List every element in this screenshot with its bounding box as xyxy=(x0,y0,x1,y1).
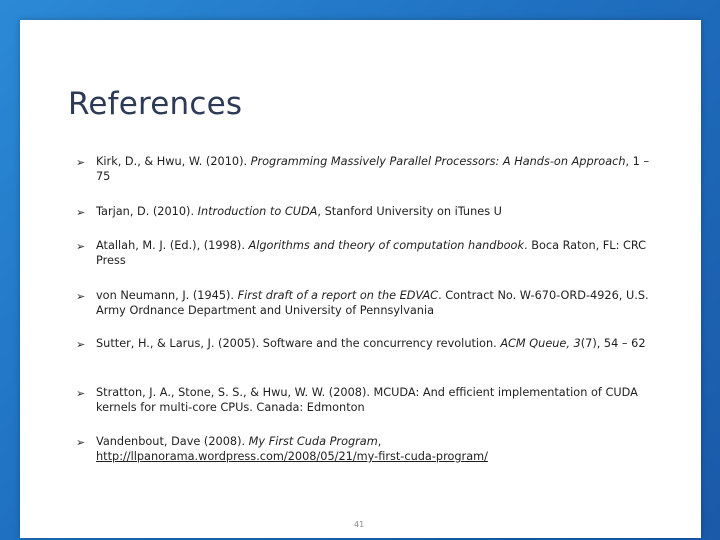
slide xyxy=(20,20,701,538)
reference-item xyxy=(76,288,656,318)
reference-text-end: , xyxy=(377,435,382,448)
arrow-bullet-icon: ➢ xyxy=(76,156,86,169)
reference-item xyxy=(76,238,656,268)
arrow-bullet-icon: ➢ xyxy=(76,290,86,303)
reference-text: Sutter, H., & Larus, J. (2005). Software and the concurrency revolution. xyxy=(96,337,501,350)
reference-title: My First Cuda Program xyxy=(248,435,378,448)
reference-text: von Neumann, J. (1945). xyxy=(96,289,238,302)
reference-item xyxy=(76,204,656,219)
reference-item xyxy=(76,336,656,351)
arrow-bullet-icon: ➢ xyxy=(76,436,86,449)
reference-title: First draft of a report on the EDVAC xyxy=(237,289,439,302)
reference-item xyxy=(76,154,656,184)
reference-text-end: . Boca Raton, FL: CRC Press xyxy=(96,239,647,267)
arrow-bullet-icon: ➢ xyxy=(76,240,86,253)
reference-item xyxy=(76,434,656,464)
page-number: 41 xyxy=(354,520,365,529)
reference-text: Kirk, D., & Hwu, W. (2010). xyxy=(96,155,251,168)
reference-text: Tarjan, D. (2010). xyxy=(96,205,198,218)
reference-text: Vandenbout, Dave (2008). xyxy=(96,435,249,448)
reference-text: Atallah, M. J. (Ed.), (1998). xyxy=(96,239,249,252)
reference-text: Stratton, J. A., Stone, S. S., & Hwu, W. W. (2008). MCUDA: And efficient implementation of CUDA kernels for multi-core CPUs. Canada: Edmonton xyxy=(96,386,638,414)
reference-list xyxy=(20,20,701,538)
reference-title: ACM Queue, 3 xyxy=(500,337,581,350)
reference-title: Introduction to CUDA xyxy=(197,205,318,218)
reference-text-end: , 1 – 75 xyxy=(96,155,650,183)
reference-title: Programming Massively Parallel Processors: A Hands-on Approach xyxy=(250,155,626,168)
arrow-bullet-icon: ➢ xyxy=(76,387,86,400)
reference-title: Algorithms and theory of computation handbook xyxy=(248,239,525,252)
slide-title: References xyxy=(68,86,243,122)
reference-link[interactable]: http://llpanorama.wordpress.com/2008/05/21/my-first-cuda-program/ xyxy=(96,450,488,463)
arrow-bullet-icon: ➢ xyxy=(76,206,86,219)
reference-text-end: (7), 54 – 62 xyxy=(580,337,646,350)
reference-item xyxy=(76,385,656,415)
arrow-bullet-icon: ➢ xyxy=(76,338,86,351)
reference-text-end: . Contract No. W-670-ORD-4926, U.S. Army Ordnance Department and University of Pennsylvania xyxy=(96,289,649,317)
reference-text-end: , Stanford University on iTunes U xyxy=(317,205,502,218)
